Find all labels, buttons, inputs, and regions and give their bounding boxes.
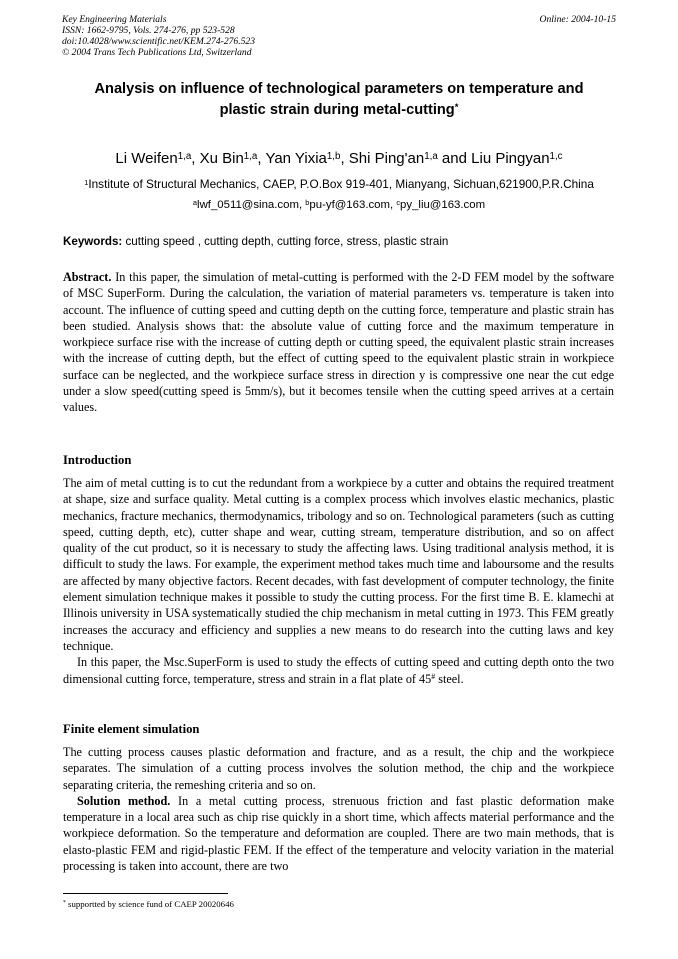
affiliation [20, 177, 658, 192]
keywords [63, 234, 623, 249]
footnote [63, 899, 234, 910]
abstract [63, 269, 614, 416]
copyright-line: © 2004 Trans Tech Publications Ltd, Switzerland [62, 47, 252, 58]
email-address: lwf_0511@sina.com [197, 199, 299, 211]
footnote-rule [63, 893, 228, 894]
fem-paragraph-1: The cutting process causes plastic deformation and fracture, and as a result, the chip and the workpiece separates. The simulation of a cutting process involves the solution method, the chip and the workpiece separating criteria, the remeshing criteria and so on. [63, 745, 614, 792]
author-name: Shi Ping'an [348, 150, 425, 167]
doi-line: doi:10.4028/www.scientific.net/KEM.274-276.523 [62, 36, 256, 47]
email-mark: b [305, 197, 310, 207]
fem-body [63, 744, 614, 874]
online-date: Online: 2004-10-15 [539, 14, 616, 25]
author-separator: , [257, 150, 266, 167]
email-separator: , [390, 199, 397, 211]
author-name: Xu Bin [199, 150, 244, 167]
email-mark: c [396, 197, 401, 207]
keywords-label: Keywords: [63, 235, 123, 248]
introduction-paragraph-2 [63, 654, 614, 687]
author-name: Liu Pingyan [471, 150, 550, 167]
journal-name: Key Engineering Materials [62, 14, 167, 25]
title-footnote-mark: * [454, 101, 459, 113]
introduction-paragraph-2-end: steel. [435, 671, 464, 686]
title-line-2-text: plastic strain during metal-cutting [219, 102, 455, 118]
issn-line: ISSN: 1662-9795, Vols. 274-276, pp 523-528 [62, 25, 235, 36]
journal-header [62, 14, 616, 58]
author-affiliation-mark: 1,c [549, 150, 563, 162]
email-list [20, 198, 658, 213]
author-affiliation-mark: 1,a [177, 150, 192, 162]
abstract-text: In this paper, the simulation of metal-cutting is performed with the 2-D FEM model by the software of MSC SuperForm. During the calculation, the variation of material parameters vs. temperature is taken into account. The influence of cutting speed and cutting depth on the cutting force, temperature and plastic strain has been studied. Analysis shows that: the absolute value of cutting force and the maximum temperature in workpiece surface rise with the increase of cutting depth or cutting speed, the equivalent plastic strain increases with the increase of cutting depth, but the effect of cutting speed to the equivalent plastic strain in workpiece surface can be neglected, and the workpiece surface stress in direction y is compressive one near the cut edge under a slow speed(cutting speed is 5mm/s), but it becomes tensile when the cutting speed arrives at a certain values. [63, 270, 614, 415]
introduction-paragraph-2-text: In this paper, the Msc.SuperForm is used to study the effects of cutting speed and cutting depth onto the two dimensional cutting force, temperature, stress and strain in a flat plate of 45 [63, 655, 614, 686]
affiliation-mark: 1 [84, 177, 89, 187]
steel-grade-mark: # [431, 672, 436, 681]
author-separator: , [340, 150, 349, 167]
solution-method-label: Solution method. [77, 793, 171, 808]
footnote-mark: * [63, 900, 66, 907]
email-address: py_liu@163.com [400, 199, 486, 211]
introduction-heading: Introduction [63, 453, 132, 467]
abstract-label: Abstract. [63, 270, 112, 284]
affiliation-text: Institute of Structural Mechanics, CAEP, P.O.Box 919-401, Mianyang, Sichuan,621900,P.R.China [88, 177, 594, 191]
author-separator: , [191, 150, 200, 167]
author-list [20, 150, 658, 168]
title-line-2 [40, 100, 638, 121]
introduction-paragraph-1: The aim of metal cutting is to cut the redundant from a workpiece by a cutter and obtains the required treatment at shape, size and surface quality. Metal cutting is a complex process which involves elastic mechanics, plastic mechanics, fracture mechanics, thermodynamics, tribology and so on. Technological parameters (such as cutting speed, cutting depth, etc), cutter shape and wear, cutting stream, temperature distribution, and so on affect quality of the cut product, so it is necessary to study the affecting laws. Using traditional analysis method, it is difficult to study the laws. For example, the experiment method takes much time and laboursome and the results are affected by many objective factors. Recent decades, with fast development of computer technology, the finite element simulation technique makes it possible to study the cutting process. For the first time B. E. klamechi at Illinois university in USA systematically studied the chip mechanism in metal cutting in 1973. This FEM greatly increases the accuracy and efficiency and supplies a new means to do research into the cutting laws and key technique. [63, 476, 614, 653]
author-name: Li Weifen [115, 150, 178, 167]
email-mark: a [192, 197, 198, 207]
fem-heading: Finite element simulation [63, 722, 200, 736]
email-address: pu-yf@163.com [309, 199, 390, 211]
keywords-text: cutting speed , cutting depth, cutting force, stress, plastic strain [122, 235, 449, 248]
author-affiliation-mark: 1,a [243, 150, 258, 162]
author-affiliation-mark: 1,a [424, 150, 438, 162]
author-separator: and [437, 150, 472, 167]
fem-paragraph-2-text: In a metal cutting process, strenuous friction and fast plastic deformation make temperature in a local area such as chip rise quickly in a short time, which affects material performance and the workpiece deformation. So the temperature and deformation are coupled. There are two main methods, that is elasto-plastic FEM and rigid-plastic FEM. If the effect of the temperature and velocity variation in the material processing is taken into account, there are two [63, 793, 614, 874]
paper-title [40, 79, 638, 121]
fem-paragraph-2 [63, 793, 614, 874]
author-affiliation-mark: 1,b [326, 150, 341, 162]
footnote-text: supportted by science fund of CAEP 20020646 [65, 899, 234, 909]
introduction-body [63, 475, 614, 687]
author-name: Yan Yixia [265, 150, 327, 167]
title-line-1: Analysis on influence of technological parameters on temperature and [94, 81, 584, 97]
email-separator: , [298, 199, 306, 211]
